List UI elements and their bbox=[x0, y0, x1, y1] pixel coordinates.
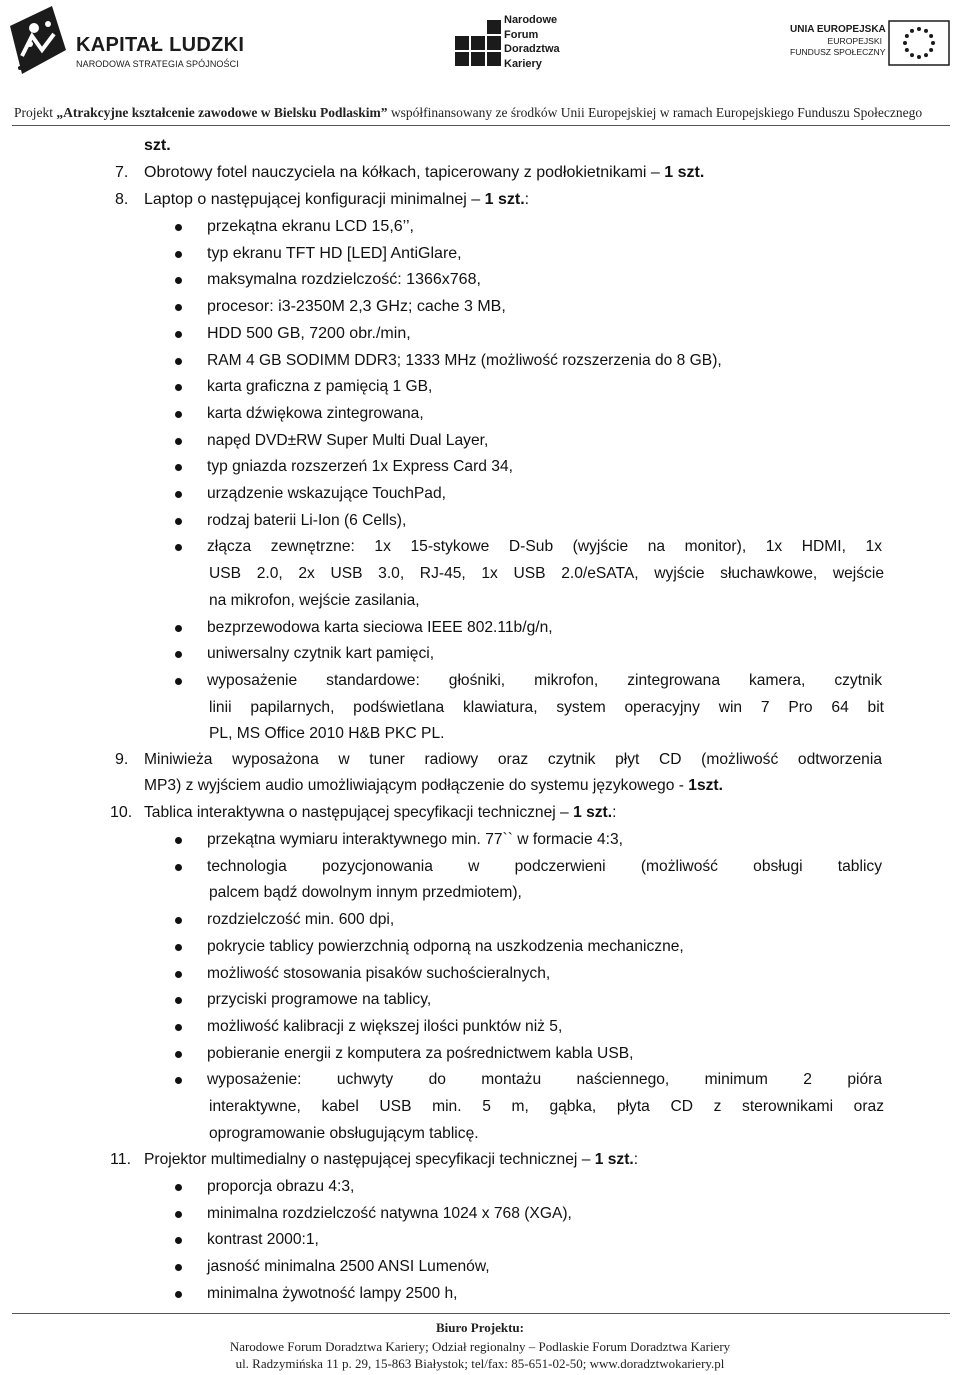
nfdk-line-3: Doradztwa bbox=[504, 43, 560, 55]
bullet-dot-icon bbox=[175, 544, 182, 551]
nfdk-emblem-icon bbox=[455, 10, 501, 74]
bullet-dot-icon bbox=[175, 491, 182, 498]
item-8-bullet-text: na mikrofon, wejście zasilania, bbox=[209, 591, 420, 609]
item-8-desc: Laptop o następującej konfiguracji minimalnej – bbox=[144, 191, 485, 208]
item-10-bullet-text: możliwość kalibracji z większej ilości punktów niż 5, bbox=[207, 1017, 563, 1035]
item-7-desc: Obrotowy fotel nauczyciela na kółkach, tapicerowany z podłokietnikami – bbox=[144, 164, 665, 181]
bullet-dot-icon bbox=[175, 625, 182, 632]
item-8-bullet-text: typ gniazda rozszerzeń 1x Express Card 34, bbox=[207, 458, 513, 476]
item-8-bullet-line bbox=[207, 244, 462, 264]
item-11-desc: Projektor multimedialny o następującej specyfikacji technicznej – bbox=[144, 1151, 595, 1168]
item-8-bullet-text: napęd DVD±RW Super Multi Dual Layer, bbox=[207, 431, 489, 449]
item-8-bullet-line bbox=[207, 217, 414, 237]
item-8-bullet-text: HDD 500 GB, 7200 obr./min, bbox=[207, 324, 411, 342]
bullet-dot-icon bbox=[175, 358, 182, 365]
bullet-dot-icon bbox=[175, 678, 182, 685]
item-10-bullet-text: pobieranie energii z komputera za pośrednictwem kabla USB, bbox=[207, 1044, 634, 1062]
item-8-number: 8. bbox=[115, 191, 129, 208]
item-8-bullet-line bbox=[207, 324, 411, 344]
item-9-line-2-text: MP3) z wyjściem audio umożliwiającym podłączenie do systemu językowego - bbox=[144, 777, 689, 794]
eu-logo-text bbox=[790, 23, 886, 58]
item-11-bullet-line bbox=[207, 1284, 457, 1304]
item-10-bullet-text: oprogramowanie obsługującym tablicę. bbox=[209, 1124, 479, 1142]
item-8-bullet-line bbox=[207, 537, 882, 557]
item-8-bullet-line bbox=[207, 377, 432, 397]
nfdk-line-4: Kariery bbox=[504, 57, 542, 70]
item-10-bullet-line bbox=[207, 990, 431, 1010]
item-10-desc: Tablica interaktywna o następującej specyfikacji technicznej – bbox=[144, 804, 574, 821]
item-10-bullet-text: palcem bądź dowolnym innym przedmiotem), bbox=[209, 884, 522, 902]
item-8-bullet-text: USB 2.0, 2x USB 3.0, RJ-45, 1x USB 2.0/eSATA, wyjście słuchawkowe, wejście bbox=[209, 565, 884, 583]
top-fragment: szt. bbox=[144, 137, 171, 154]
project-line bbox=[14, 105, 954, 121]
item-10-bullet-text: technologia pozycjonowania w podczerwieni (możliwość obsługi tablicy bbox=[207, 857, 882, 875]
bullet-dot-icon bbox=[175, 518, 182, 525]
item-8-bullet-text: urządzenie wskazujące TouchPad, bbox=[207, 485, 446, 502]
bullet-dot-icon bbox=[175, 384, 182, 391]
item-10-number: 10. bbox=[110, 804, 133, 821]
bullet-dot-icon bbox=[175, 917, 182, 924]
eu-line-3: FUNDUSZ SPOŁECZNY bbox=[790, 47, 886, 57]
item-8-bullet-line bbox=[207, 404, 424, 424]
header-divider bbox=[12, 125, 950, 126]
item-10-bullet-text: przekątna wymiaru interaktywnego min. 77`` w formacie 4:3, bbox=[207, 831, 623, 848]
item-11-bullet-line bbox=[207, 1204, 572, 1224]
kapital-ludzki-subtitle: NARODOWA STRATEGIA SPÓJNOŚCI bbox=[76, 59, 239, 69]
kapital-ludzki-logo bbox=[8, 6, 248, 82]
bullet-dot-icon bbox=[175, 1237, 182, 1244]
project-name: „Atrakcyjne kształcenie zawodowe w Bielsku Podlaskim” bbox=[56, 105, 388, 120]
bullet-dot-icon bbox=[175, 464, 182, 471]
bullet-dot-icon bbox=[175, 304, 182, 311]
item-8-bullet-line bbox=[209, 698, 884, 718]
item-8-bullet-text: maksymalna rozdzielczość: 1366x768, bbox=[207, 271, 481, 289]
item-8-bullet-line bbox=[209, 724, 444, 744]
nfdk-logo-text bbox=[504, 13, 560, 71]
bullet-dot-icon bbox=[175, 651, 182, 658]
item-9-line-1 bbox=[144, 750, 882, 770]
item-10-bullet-text: pokrycie tablicy powierzchnią odporną na uszkodzenia mechaniczne, bbox=[207, 937, 684, 955]
item-9-line-1-text: Miniwieża wyposażona w tuner radiowy oraz czytnik płyt CD (możliwość odtworzenia bbox=[144, 751, 882, 768]
bullet-dot-icon bbox=[175, 997, 182, 1004]
bullet-dot-icon bbox=[175, 1077, 182, 1084]
item-8-text bbox=[144, 190, 529, 210]
item-10-bullet-line bbox=[207, 1017, 562, 1037]
bullet-dot-icon bbox=[175, 411, 182, 418]
item-8-bullet-line bbox=[207, 511, 406, 531]
item-10-bullet-line bbox=[207, 937, 684, 957]
nfdk-line-1: Narodowe bbox=[504, 14, 558, 26]
item-11-bullet-text: jasność minimalna 2500 ANSI Lumenów, bbox=[207, 1258, 490, 1276]
item-8-qty: 1 szt. bbox=[484, 191, 525, 208]
item-10-bullet-text: możliwość stosowania pisaków suchościeralnych, bbox=[207, 964, 551, 982]
item-8-bullet-text: uniwersalny czytnik kart pamięci, bbox=[207, 645, 435, 663]
item-8-bullet-text: złącza zewnętrzne: 1x 15-stykowe D-Sub (wyjście na monitor), 1x HDMI, 1x bbox=[207, 538, 882, 556]
item-10-bullet-line bbox=[207, 1070, 882, 1090]
bullet-dot-icon bbox=[175, 277, 182, 284]
item-10-bullet-line bbox=[207, 910, 394, 930]
item-8-bullet-line bbox=[209, 591, 420, 611]
item-7-qty: 1 szt. bbox=[664, 164, 705, 181]
item-8-bullet-line bbox=[207, 618, 553, 638]
project-suffix: współfinansowany ze środków Unii Europejskiej w ramach Europejskiego Funduszu Społecznego bbox=[387, 105, 923, 120]
bullet-dot-icon bbox=[175, 1024, 182, 1031]
item-11-text bbox=[144, 1150, 638, 1170]
bullet-dot-icon bbox=[175, 1184, 182, 1191]
item-11-bullet-text: minimalna rozdzielczość natywna 1024 x 768 (XGA), bbox=[207, 1204, 572, 1222]
bullet-dot-icon bbox=[175, 1211, 182, 1218]
item-11-bullet-text: minimalna żywotność lampy 2500 h, bbox=[207, 1284, 458, 1302]
bullet-dot-icon bbox=[175, 331, 182, 338]
nfdk-line-2: Forum bbox=[504, 28, 539, 41]
item-10-bullet-line bbox=[209, 1124, 479, 1144]
footer-line-2: Narodowe Forum Doradztwa Kariery; Odział regionalny – Podlaskie Forum Doradztwa Kariery bbox=[229, 1339, 731, 1354]
item-8-bullet-text: bezprzewodowa karta sieciowa IEEE 802.11b/g/n, bbox=[207, 618, 553, 636]
item-8-bullet-text: wyposażenie standardowe: głośniki, mikrofon, zintegrowana kamera, czytnik bbox=[207, 671, 882, 689]
eu-logo bbox=[790, 18, 955, 78]
page-header bbox=[0, 0, 960, 128]
eu-flag-icon bbox=[888, 20, 950, 66]
kapital-ludzki-title: KAPITAŁ LUDZKI bbox=[76, 34, 245, 56]
item-8-bullet-line bbox=[207, 671, 882, 691]
item-9-line-2 bbox=[144, 776, 723, 796]
item-8-bullet-text: przekątna ekranu LCD 15,6’’, bbox=[207, 218, 414, 235]
bullet-dot-icon bbox=[175, 1264, 182, 1271]
item-7-number: 7. bbox=[115, 164, 129, 181]
item-8-bullet-line bbox=[207, 431, 488, 451]
item-8-bullet-line bbox=[209, 564, 884, 584]
item-10-bullet-text: wyposażenie: uchwyty do montażu naściennego, minimum 2 pióra bbox=[207, 1071, 882, 1089]
item-10-text bbox=[144, 803, 616, 823]
item-10-bullet-line bbox=[207, 1044, 633, 1064]
item-10-bullet-line bbox=[207, 830, 623, 850]
bullet-dot-icon bbox=[175, 944, 182, 951]
item-8-bullet-line bbox=[207, 297, 506, 317]
item-8-bullet-text: RAM 4 GB SODIMM DDR3; 1333 MHz (możliwość rozszerzenia do 8 GB), bbox=[207, 351, 722, 369]
footer-divider bbox=[12, 1313, 950, 1314]
kapital-ludzki-emblem-icon bbox=[8, 6, 70, 78]
bullet-dot-icon bbox=[175, 224, 182, 231]
item-9-qty: 1szt. bbox=[688, 777, 723, 794]
item-8-bullet-text: typ ekranu TFT HD [LED] AntiGlare, bbox=[207, 244, 462, 262]
bullet-dot-icon bbox=[175, 837, 182, 844]
item-11-number: 11. bbox=[110, 1151, 132, 1168]
item-8-bullet-line bbox=[207, 484, 446, 504]
item-10-bullet-line bbox=[207, 857, 882, 877]
bullet-dot-icon bbox=[175, 971, 182, 978]
bullet-dot-icon bbox=[175, 438, 182, 445]
item-11-tail: : bbox=[633, 1151, 639, 1168]
item-11-bullet-text: kontrast 2000:1, bbox=[207, 1231, 319, 1249]
item-10-bullet-text: przyciski programowe na tablicy, bbox=[207, 991, 432, 1009]
item-8-bullet-text: PL, MS Office 2010 H&B PKC PL. bbox=[209, 725, 445, 743]
item-8-bullet-text: rodzaj baterii Li-Ion (6 Cells), bbox=[207, 511, 407, 529]
item-10-bullet-line bbox=[207, 964, 550, 984]
item-11-bullet-line bbox=[207, 1230, 319, 1250]
item-8-bullet-text: karta graficzna z pamięcią 1 GB, bbox=[207, 378, 433, 396]
item-8-tail: : bbox=[524, 191, 530, 208]
item-8-bullet-text: linii papilarnych, podświetlana klawiatura, system operacyjny win 7 Pro 64 bit bbox=[209, 698, 884, 716]
item-8-bullet-line bbox=[207, 270, 481, 290]
item-10-qty: 1 szt. bbox=[573, 804, 613, 821]
eu-line-1: UNIA EUROPEJSKA bbox=[790, 24, 886, 35]
item-8-bullet-text: procesor: i3-2350M 2,3 GHz; cache 3 MB, bbox=[207, 298, 506, 316]
item-8-bullet-line bbox=[207, 351, 722, 371]
item-11-bullet-text: proporcja obrazu 4:3, bbox=[207, 1178, 355, 1195]
nfdk-logo bbox=[455, 10, 585, 80]
page-footer bbox=[0, 1318, 960, 1372]
item-10-bullet-line bbox=[209, 1097, 884, 1117]
project-prefix: Projekt bbox=[14, 105, 57, 120]
bullet-dot-icon bbox=[175, 251, 182, 258]
item-11-qty: 1 szt. bbox=[594, 1151, 634, 1168]
item-11-bullet-line bbox=[207, 1177, 354, 1197]
item-7-text bbox=[144, 163, 704, 183]
bullet-dot-icon bbox=[175, 1051, 182, 1058]
item-11-bullet-line bbox=[207, 1257, 490, 1277]
item-10-tail: : bbox=[612, 804, 617, 821]
item-8-bullet-text: karta dźwiękowa zintegrowana, bbox=[207, 404, 424, 422]
item-10-bullet-text: rozdzielczość min. 600 dpi, bbox=[207, 911, 395, 929]
footer-line-3: ul. Radzymińska 11 p. 29, 15-863 Białystok; tel/fax: 85-651-02-50; www.doradztwokariery.pl bbox=[235, 1356, 725, 1371]
item-8-bullet-line bbox=[207, 457, 513, 477]
footer-title: Biuro Projektu: bbox=[436, 1320, 524, 1335]
bullet-dot-icon bbox=[175, 864, 182, 871]
item-10-bullet-line bbox=[209, 883, 522, 903]
item-10-bullet-text: interaktywne, kabel USB min. 5 m, gąbka, płyta CD z sterownikami oraz bbox=[209, 1098, 884, 1115]
item-9-number: 9. bbox=[115, 751, 129, 768]
eu-line-2: EUROPEJSKI bbox=[827, 36, 882, 46]
bullet-dot-icon bbox=[175, 1291, 182, 1298]
item-8-bullet-line bbox=[207, 644, 434, 664]
